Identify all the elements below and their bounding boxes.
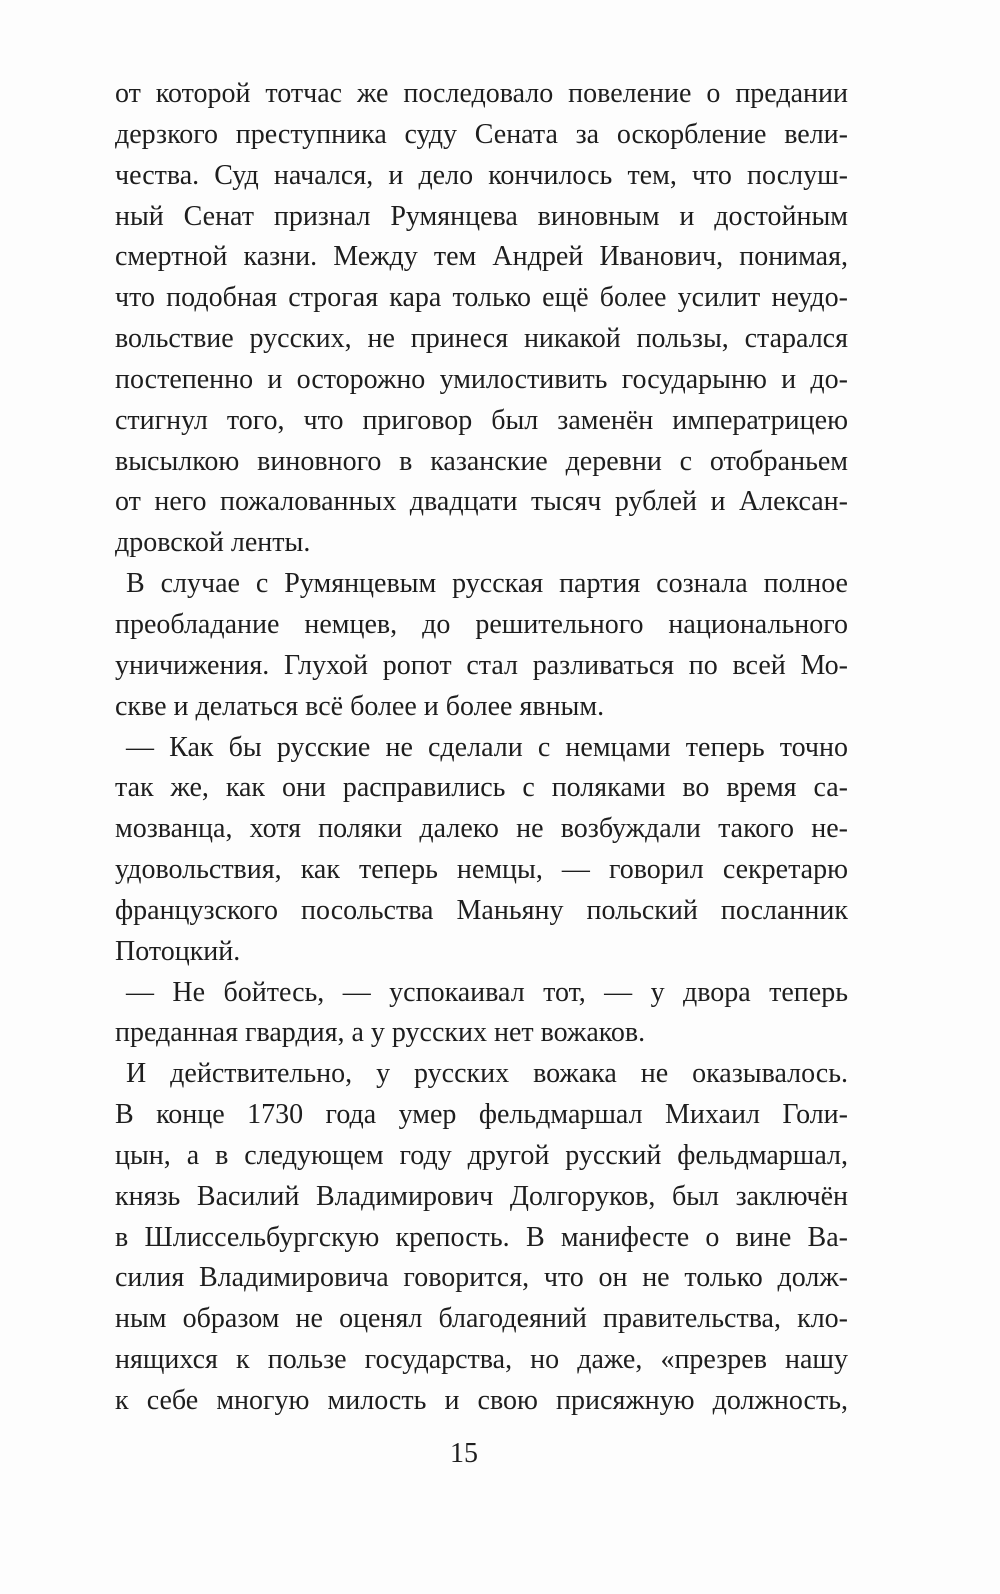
text-line: В конце 1730 года умер фельдмаршал Михаил Голи-: [115, 1099, 848, 1131]
paragraph: [115, 973, 848, 1055]
paragraph: [115, 1054, 848, 1422]
text-line: — Не бойтесь, — успокаивал тот, — у двора теперь: [126, 976, 848, 1008]
text-line: чества. Суд начался, и дело кончилось тем, что послуш-: [115, 159, 848, 191]
text-line: французского посольства Маньяну польский посланник: [115, 894, 848, 926]
text-line: постепенно и осторожно умилостивить государыню и до-: [115, 363, 848, 395]
text-line: стигнул того, что приговор был заменён императрицею: [115, 404, 848, 436]
text-line: ный Сенат признал Румянцева виновным и достойным: [115, 200, 848, 232]
text-line: так же, как они расправились с поляками во время са-: [115, 772, 848, 804]
text-line: к себе многую милость и свою присяжную должность,: [115, 1385, 848, 1416]
text-line: В случае с Румянцевым русская партия сознала полное: [126, 568, 848, 600]
page-number: 15: [450, 1438, 478, 1469]
text-line: скве и делаться всё более и более явным.: [115, 690, 605, 722]
text-line: И действительно, у русских вожака не оказывалось.: [126, 1058, 848, 1090]
text-line: преданная гвардия, а у русских нет вожаков.: [115, 1017, 646, 1049]
text-line: удовольствия, как теперь немцы, — говорил секретарю: [115, 854, 848, 886]
text-line: — Как бы русские не сделали с немцами теперь точно: [126, 731, 848, 763]
text-line: силия Владимировича говорится, что он не только долж-: [115, 1262, 848, 1294]
paragraph: [115, 564, 848, 727]
paragraph: [115, 728, 848, 973]
text-line: от которой тотчас же последовало повеление о предании: [115, 78, 848, 109]
text-line: ным образом не оценял благодеяний правительства, кло-: [115, 1303, 848, 1335]
page-body-text: [115, 74, 848, 1422]
text-line: князь Василий Владимирович Долгоруков, был заключён: [115, 1180, 848, 1212]
text-line: дерзкого преступника суду Сената за оскорбление вели-: [115, 118, 848, 150]
paragraph: [115, 74, 848, 564]
text-line: в Шлиссельбургскую крепость. В манифесте о вине Ва-: [115, 1221, 848, 1253]
text-line: уничижения. Глухой ропот стал разливаться по всей Мо-: [115, 649, 848, 681]
text-line: вольствие русских, не принеся никакой пользы, старался: [115, 323, 848, 355]
text-line: мозванца, хотя поляки далеко не возбуждали такого не-: [115, 813, 848, 845]
text-line: Потоцкий.: [115, 935, 241, 967]
text-line: преобладание немцев, до решительного национального: [115, 608, 848, 640]
text-line: нящихся к пользе государства, но даже, «презрев нашу: [115, 1344, 848, 1376]
text-line: дровской ленты.: [115, 527, 311, 559]
text-line: что подобная строгая кара только ещё более усилит неудо-: [115, 282, 848, 314]
text-line: высылкою виновного в казанские деревни с отобраньем: [115, 445, 848, 477]
text-line: смертной казни. Между тем Андрей Иванович, понимая,: [115, 241, 848, 273]
text-line: цын, а в следующем году другой русский фельдмаршал,: [115, 1139, 848, 1171]
text-line: от него пожалованных двадцати тысяч рублей и Алексан-: [115, 486, 848, 518]
